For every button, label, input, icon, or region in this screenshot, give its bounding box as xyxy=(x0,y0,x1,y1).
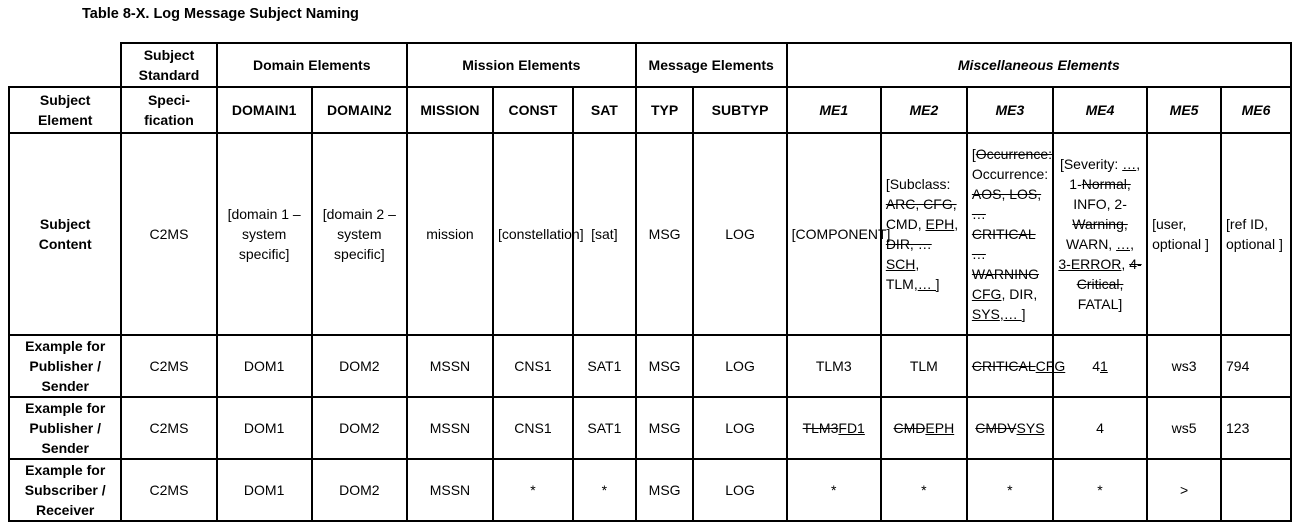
me3-inserted-text: CFG xyxy=(1035,358,1066,374)
me5-cell: > xyxy=(1147,459,1221,521)
me2-cell: TLM xyxy=(881,335,967,397)
me4-inserted-text: …, xyxy=(1116,236,1134,252)
domain2-header: DOMAIN2 xyxy=(312,87,407,133)
me6-cell: [ref ID, optional ] xyxy=(1221,133,1291,335)
sat-header: SAT xyxy=(573,87,636,133)
me3-cell xyxy=(967,133,1053,335)
me1-cell xyxy=(787,397,881,459)
domain1-cell: DOM1 xyxy=(217,335,312,397)
me2-struck-text: CMD xyxy=(893,420,926,436)
me1-cell: TLM3 xyxy=(787,335,881,397)
mission-cell: MSSN xyxy=(407,459,493,521)
me1-cell: * xyxy=(787,459,881,521)
me4-cell xyxy=(1053,133,1147,335)
me3-header: ME3 xyxy=(967,87,1053,133)
me3-inserted-text: ,… xyxy=(999,306,1022,322)
domain1-cell: DOM1 xyxy=(217,459,312,521)
group-header-row xyxy=(9,43,1291,87)
domain2-cell: DOM2 xyxy=(312,397,407,459)
me5-header: ME5 xyxy=(1147,87,1221,133)
me6-cell: 794 xyxy=(1221,335,1291,397)
me3-inserted-text: SYS xyxy=(971,306,1000,322)
me4-cell xyxy=(1053,335,1147,397)
table-row xyxy=(9,397,1291,459)
typ-header: TYP xyxy=(636,87,694,133)
subtyp-cell: LOG xyxy=(693,133,786,335)
spec-cell: C2MS xyxy=(121,459,216,521)
me3-text: Occurrence: xyxy=(971,166,1049,182)
subject-standard-header: Subject Standard xyxy=(121,43,216,87)
spec-cell: C2MS xyxy=(121,397,216,459)
me1-struck-text: TLM3 xyxy=(802,420,839,436)
const-header: CONST xyxy=(493,87,573,133)
me4-text: FATAL] xyxy=(1077,296,1123,312)
me2-text: CMD, xyxy=(885,216,926,232)
domain1-header: DOMAIN1 xyxy=(217,87,312,133)
me2-inserted-text: EPH xyxy=(925,420,955,436)
domain2-cell: DOM2 xyxy=(312,335,407,397)
typ-cell: MSG xyxy=(636,459,694,521)
me4-cell: 4 xyxy=(1053,397,1147,459)
me1-cell: [COMPONENT] xyxy=(787,133,881,335)
me3-cell xyxy=(967,335,1066,397)
me4-text: 4 xyxy=(1092,358,1101,374)
subtyp-header: SUBTYP xyxy=(693,87,786,133)
log-message-subject-table xyxy=(8,42,1292,522)
me2-cell: * xyxy=(881,459,967,521)
table-row xyxy=(9,335,1291,397)
message-elements-header: Message Elements xyxy=(636,43,787,87)
row-label: Subject Content xyxy=(9,133,121,335)
const-cell: CNS1 xyxy=(493,335,573,397)
me4-inserted-text: 1 xyxy=(1100,358,1108,374)
me2-struck-text: ARC, CFG, xyxy=(885,196,957,212)
me2-inserted-text: … ] xyxy=(917,276,940,292)
me4-text: INFO, 2- xyxy=(1073,196,1127,212)
sat-cell: SAT1 xyxy=(573,397,636,459)
me3-text: [ xyxy=(971,146,976,162)
row-label: Example for Publisher / Sender xyxy=(9,335,121,397)
me3-inserted-text: CFG xyxy=(971,286,1002,302)
row-label: Example for Publisher / Sender xyxy=(9,397,121,459)
me4-text: , xyxy=(1121,256,1130,272)
me2-header: ME2 xyxy=(881,87,967,133)
me2-cell xyxy=(881,397,967,459)
domain1-cell: DOM1 xyxy=(217,397,312,459)
const-cell: CNS1 xyxy=(493,397,573,459)
me4-header: ME4 xyxy=(1053,87,1147,133)
sat-cell: [sat] xyxy=(573,133,636,335)
domain2-cell: [domain 2 – system specific] xyxy=(312,133,407,335)
domain-elements-header: Domain Elements xyxy=(217,43,407,87)
table-row xyxy=(9,459,1291,521)
domain2-cell: DOM2 xyxy=(312,459,407,521)
me4-struck-text: Normal, xyxy=(1081,176,1131,192)
mission-cell: mission xyxy=(407,133,493,335)
typ-cell: MSG xyxy=(636,397,694,459)
subject-content-row xyxy=(9,133,1291,335)
me3-cell xyxy=(967,397,1053,459)
const-cell: [constellation] xyxy=(493,133,573,335)
me1-inserted-text: FD1 xyxy=(838,420,865,436)
me2-text: , TLM, xyxy=(885,256,920,292)
typ-cell: MSG xyxy=(636,335,694,397)
me2-inserted-text: SCH xyxy=(885,256,916,272)
me4-text: , 1- xyxy=(1069,156,1141,192)
me3-struck-text: CRITICAL xyxy=(971,358,1036,374)
column-header-row xyxy=(9,87,1291,133)
me6-cell: 123 xyxy=(1221,397,1291,459)
specification-header: Speci-fication xyxy=(121,87,216,133)
me4-text: [Severity: xyxy=(1059,156,1123,172)
me2-inserted-text: EPH xyxy=(925,216,955,232)
me6-cell xyxy=(1221,459,1291,521)
me3-inserted-text: SYS xyxy=(1016,420,1045,436)
corner-cell xyxy=(9,43,121,87)
sat-cell: SAT1 xyxy=(573,335,636,397)
me6-header: ME6 xyxy=(1221,87,1291,133)
table-title: Table 8-X. Log Message Subject Naming xyxy=(82,6,359,22)
mission-cell: MSSN xyxy=(407,397,493,459)
me3-struck-text: Occurrence: xyxy=(975,146,1053,162)
me2-text: , xyxy=(954,216,959,232)
me3-text: , DIR, xyxy=(1001,286,1038,302)
me4-inserted-text: 3-ERROR xyxy=(1058,256,1122,272)
misc-elements-header: Miscellaneous Elements xyxy=(787,43,1291,87)
me5-cell: [user, optional ] xyxy=(1147,133,1221,335)
me2-cell xyxy=(881,133,967,335)
typ-cell: MSG xyxy=(636,133,694,335)
subtyp-cell: LOG xyxy=(693,397,786,459)
subject-element-header: Subject Element xyxy=(9,87,121,133)
me2-text: [Subclass: xyxy=(885,176,951,192)
me4-text: WARN, xyxy=(1066,236,1117,252)
me4-inserted-text: … xyxy=(1122,156,1137,172)
spec-cell: C2MS xyxy=(121,335,216,397)
me3-text: ] xyxy=(1021,306,1026,322)
mission-header: MISSION xyxy=(407,87,493,133)
subtyp-cell: LOG xyxy=(693,459,786,521)
me5-cell: ws5 xyxy=(1147,397,1221,459)
subtyp-cell: LOG xyxy=(693,335,786,397)
me3-struck-text: CMDV xyxy=(975,420,1017,436)
me4-cell: * xyxy=(1053,459,1147,521)
me3-struck-text: AOS, LOS, …CRITICAL …WARNING xyxy=(971,186,1042,282)
mission-elements-header: Mission Elements xyxy=(407,43,636,87)
mission-cell: MSSN xyxy=(407,335,493,397)
me5-cell: ws3 xyxy=(1147,335,1221,397)
me3-cell: * xyxy=(967,459,1053,521)
me1-header: ME1 xyxy=(787,87,881,133)
row-label: Example for Subscriber / Receiver xyxy=(9,459,121,521)
const-cell: * xyxy=(493,459,573,521)
spec-cell: C2MS xyxy=(121,133,216,335)
me4-struck-text: 4-Critical, xyxy=(1076,256,1142,292)
me4-struck-text: Warning, xyxy=(1072,216,1128,232)
domain1-cell: [domain 1 – system specific] xyxy=(217,133,312,335)
me2-struck-text: DIR, … xyxy=(885,236,932,252)
sat-cell: * xyxy=(573,459,636,521)
